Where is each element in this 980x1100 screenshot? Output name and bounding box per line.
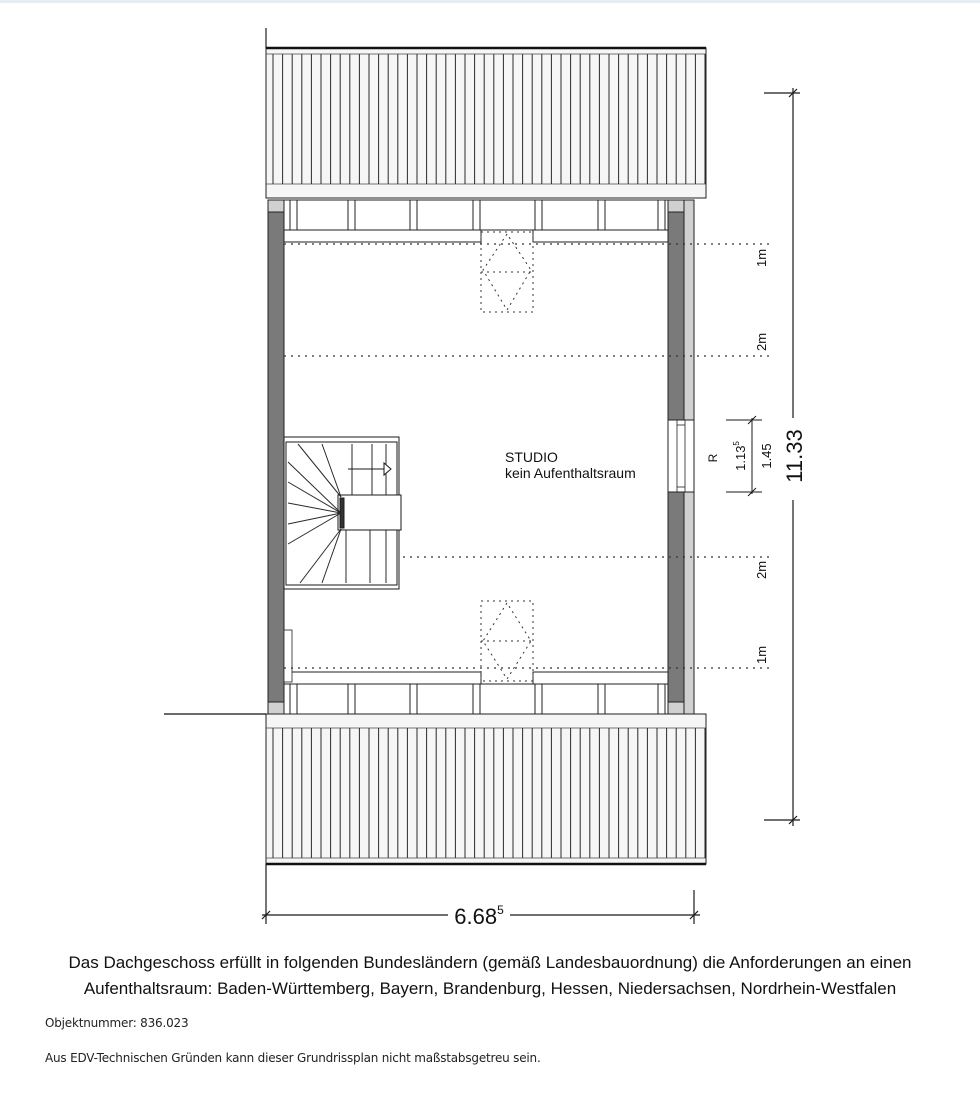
rafter-post — [410, 684, 417, 714]
height-label-1m-top: 1m — [754, 248, 769, 268]
rafter-post — [473, 684, 480, 714]
window-opening-dimension: 1.45 — [759, 443, 774, 469]
staircase — [284, 437, 401, 589]
wall-left — [268, 200, 284, 714]
rafter-post — [348, 684, 355, 714]
height-label-2m-bottom: 2m — [754, 560, 769, 580]
height-label-2m-top: 2m — [754, 332, 769, 352]
rafter-post — [535, 200, 542, 230]
roof-bottom — [164, 714, 706, 864]
room-note: kein Aufenthaltsraum — [505, 465, 636, 481]
rafter-post — [658, 684, 665, 714]
rafter-post — [410, 200, 417, 230]
rafter-post — [658, 200, 665, 230]
caption-line-2: Aufenthaltsraum: Baden-Württemberg, Bayern, Brandenburg, Hessen, Niedersachsen, Nordrhein-Westfalen — [83, 979, 897, 998]
rafter-post — [290, 684, 297, 714]
rafter-post — [290, 200, 297, 230]
window-right — [668, 420, 694, 492]
caption — [0, 950, 980, 1002]
rafter-post — [348, 200, 355, 230]
rafter-post — [535, 684, 542, 714]
knee-wall-top — [284, 200, 668, 242]
object-number: Objektnummer: 836.023 — [45, 1016, 189, 1030]
window-marker: R — [706, 453, 720, 463]
rafter-post — [598, 684, 605, 714]
knee-wall-bottom — [284, 630, 668, 714]
rafter-post — [473, 200, 480, 230]
skylight-bottom — [481, 601, 533, 681]
roof-top — [266, 28, 706, 198]
width-dimension-label: 6.68$^5$ — [454, 903, 504, 929]
window-sill-dimension: 1.13$^5$ — [732, 441, 748, 471]
caption-line-1: Das Dachgeschoss erfüllt in folgenden Bundesländern (gemäß Landesbauordnung) die Anforderungen an einen — [68, 953, 912, 972]
rafter-post — [598, 200, 605, 230]
room-name: STUDIO — [505, 449, 558, 465]
disclaimer: Aus EDV-Technischen Gründen kann dieser Grundrissplan nicht maßstabsgetreu sein. — [45, 1051, 541, 1065]
height-label-1m-bottom: 1m — [754, 645, 769, 665]
length-dimension-label: 11.33 — [782, 429, 807, 483]
